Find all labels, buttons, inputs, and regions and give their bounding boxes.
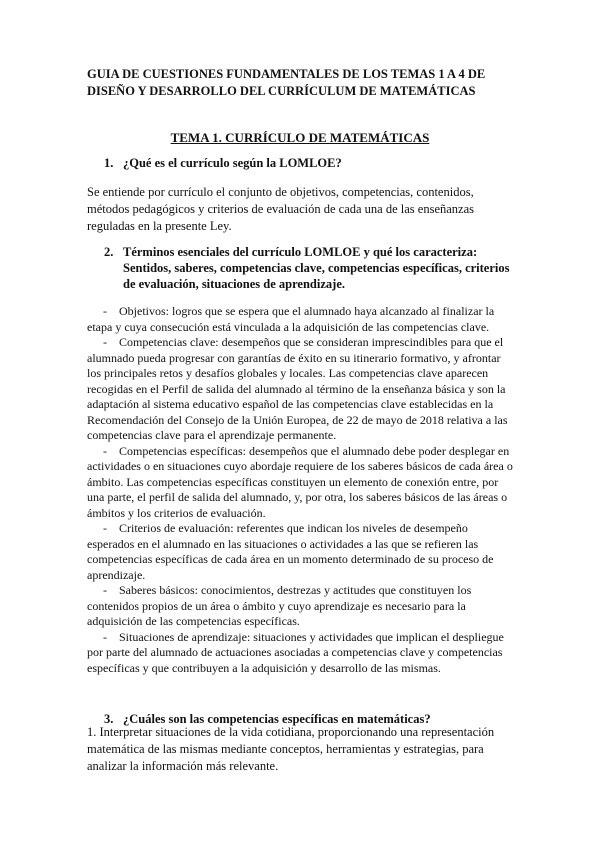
definition-item [87, 304, 515, 335]
question-number: 2. [104, 245, 114, 259]
answer-3-paragraph: 1. Interpretar situaciones de la vida cotidiana, proporcionando una representación matemática de las mismas mediante conceptos, herramientas y estrategias, para analizar la información más relevante. [87, 725, 495, 773]
question-text: ¿Cuáles son las competencias específicas en matemáticas? [123, 712, 431, 726]
list-bullet: - [103, 583, 107, 597]
definition-item [87, 444, 515, 522]
definition-text: Objetivos: logros que se espera que el alumnado haya alcanzado al finalizar la etapa y cuya consecución está vinculada a la adquisición de las competencias clave. [87, 304, 495, 334]
definition-text: Competencias clave: desempeños que se consideran imprescindibles para que el alumnado pueda progresar con garantías de éxito en su itinerario formativo, y afrontar los principales retos y desafíos globales y locales. Las competencias clave aparecen recogidas en el Perfil de salida del alumnado al término de la enseñanza básica y son la adaptación al sistema educativo español de las competencias clave establecidas en la Recomendación del Consejo de la Unión Europea, de 22 de mayo de 2018 relativa a las competencias clave para el aprendizaje permanente. [87, 335, 508, 442]
list-bullet: - [103, 443, 107, 458]
definition-text: Competencias específicas: desempeños que el alumnado debe poder desplegar en actividades o en situaciones cuyo abordaje requiere de los saberes básicos de cada área o ámbito. Las competencias específicas constituyen un elemento de conexión entre, por una parte, el perfil de salida del alumnado, y, por otra, los saberes básicos de las áreas o ámbitos y los criterios de evaluación. [87, 443, 513, 520]
definition-item [87, 521, 515, 583]
question-1-heading [104, 155, 524, 171]
list-bullet: - [103, 521, 107, 535]
list-bullet: - [103, 335, 107, 349]
list-bullet: - [103, 629, 107, 644]
definition-text: Situaciones de aprendizaje: situaciones y actividades que implican el despliegue por parte del alumnado de actuaciones asociadas a competencias clave y competencias específicas y que contribuyen a la adquisición y desarrollo de las mismas. [87, 629, 504, 675]
question-text: Términos esenciales del currículo LOMLOE y qué los caracteriza: Sentidos, saberes, competencias clave, competencias específicas, criterios de evaluación, situaciones de aprendizaje. [123, 245, 510, 291]
definition-item [87, 630, 515, 677]
question-number: 3. [104, 712, 114, 726]
question-2-heading [104, 244, 516, 292]
definitions-list [87, 304, 515, 676]
answer-1-paragraph: Se entiende por currículo el conjunto de objetivos, competencias, contenidos, métodos pedagógicos y criterios de evaluación de cada una de las enseñanzas reguladas en la presente Ley. [87, 185, 474, 233]
question-text: ¿Qué es el currículo según la LOMLOE? [123, 156, 342, 170]
list-bullet: - [103, 304, 107, 318]
document-title: GUIA DE CUESTIONES FUNDAMENTALES DE LOS TEMAS 1 A 4 DE DISEÑO Y DESARROLLO DEL CURRÍCULUM DE MATEMÁTICAS [87, 67, 486, 98]
section-title: TEMA 1. CURRÍCULO DE MATEMÁTICAS [170, 130, 430, 145]
definition-item [87, 335, 515, 444]
definition-text: Criterios de evaluación: referentes que indican los niveles de desempeño esperados en el alumnado en las situaciones o actividades a las que se refieren las competencias específicas de cada área en un momento determinado de su proceso de aprendizaje. [87, 521, 494, 582]
definition-text: Saberes básicos: conocimientos, destrezas y actitudes que constituyen los contenidos propios de un área o ámbito y cuyo aprendizaje es necesario para la adquisición de las competencias específicas. [87, 583, 472, 628]
question-number: 1. [104, 156, 114, 170]
definition-item [87, 583, 515, 630]
